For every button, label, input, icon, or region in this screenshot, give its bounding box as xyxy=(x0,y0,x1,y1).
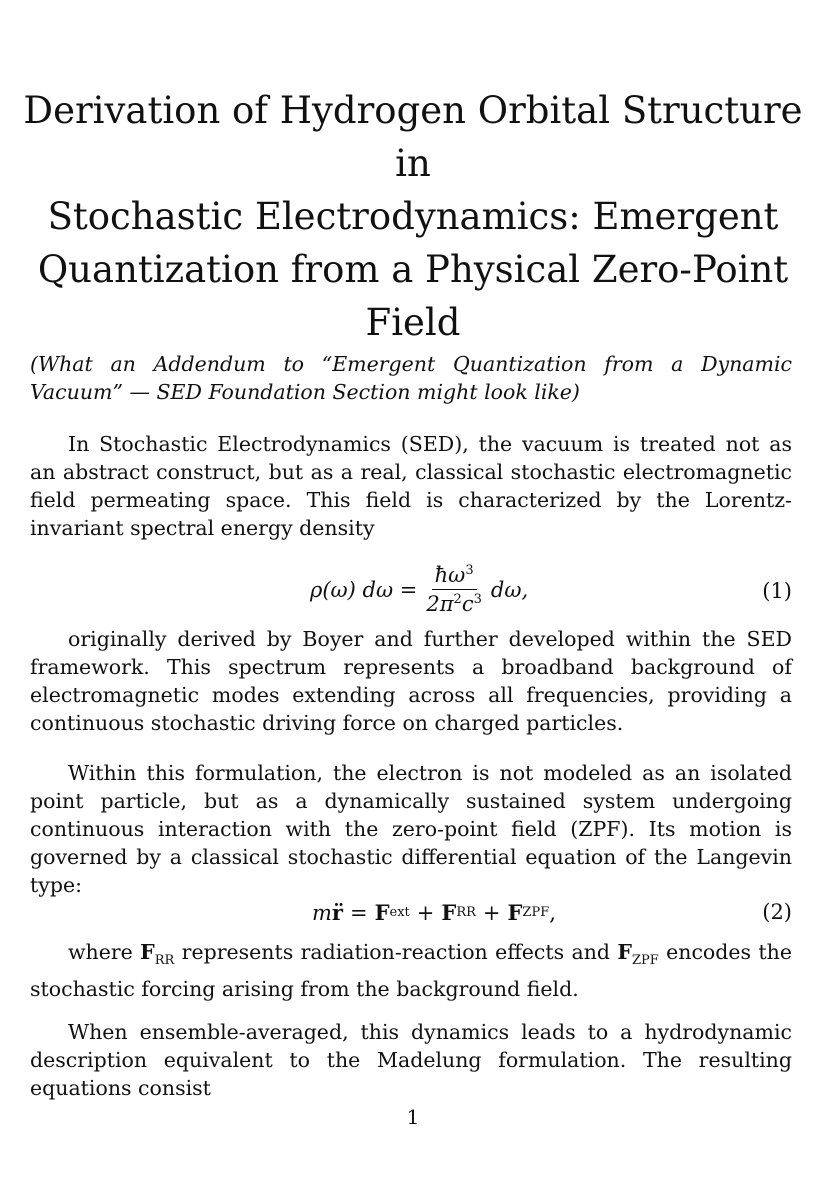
eq1-numerator: $ħ\omega^3$ xyxy=(432,563,477,590)
eq1-lhs: ρ(ω) dω = xyxy=(310,577,418,602)
paragraph-intro: In Stochastic Electrodynamics (SED), the vacuum is treated not as an abstract construct, but as a real, classical stochastic electromagnetic field permeating space. This field is characterized by the Lorentz-invariant spectral energy density xyxy=(30,432,792,540)
title-line-1: Derivation of Hydrogen Orbital Structure in xyxy=(23,89,803,185)
equation-2-body: m r̈ = F ext + F RR + F ZPF , xyxy=(312,900,556,925)
page-number: 1 xyxy=(406,1105,420,1129)
eq1-denominator: $2\pi^2c^3$ xyxy=(426,592,482,616)
paragraph-electron: Within this formulation, the electron is not modeled as an isolated point particle, but as a dynamically sustained system undergoing continuous interaction with the zero-point field (ZPF). Its motion is governed by a classical stochastic differential equation of the Langevin type: xyxy=(30,761,792,897)
eq1-fraction xyxy=(423,563,485,616)
equation-1-number: (1) xyxy=(762,579,792,603)
paragraph-boyer: originally derived by Boyer and further developed within the SED framework. This spectrum represents a broadband background of electromagnetic modes extending across all frequencies, providing a continuous stochastic driving force on charged particles. xyxy=(30,627,792,735)
equation-1 xyxy=(30,563,792,623)
title-line-3: Quantization from a Physical Zero-Point Field xyxy=(37,248,789,344)
paragraph-madelung: When ensemble-averaged, this dynamics leads to a hydrodynamic description equivalent to the Madelung formulation. The resulting equations consist xyxy=(30,1020,792,1100)
paragraph-where: where $F_{RR}$ represents radiation-reaction effects and $F_{ZPF}$ encodes the stochastic forcing arising from the background field. xyxy=(30,940,792,1002)
equation-2-number: (2) xyxy=(762,900,792,924)
equation-1-body xyxy=(310,563,528,616)
title-line-2: Stochastic Electrodynamics: Emergent xyxy=(47,195,779,238)
eq1-rhs: dω, xyxy=(490,577,529,602)
paper-title xyxy=(20,84,806,349)
equation-2 xyxy=(30,898,792,932)
subtitle-note: (What an Addendum to “Emergent Quantization from a Dynamic Vacuum” — SED Foundation Section might look like) xyxy=(30,352,792,404)
